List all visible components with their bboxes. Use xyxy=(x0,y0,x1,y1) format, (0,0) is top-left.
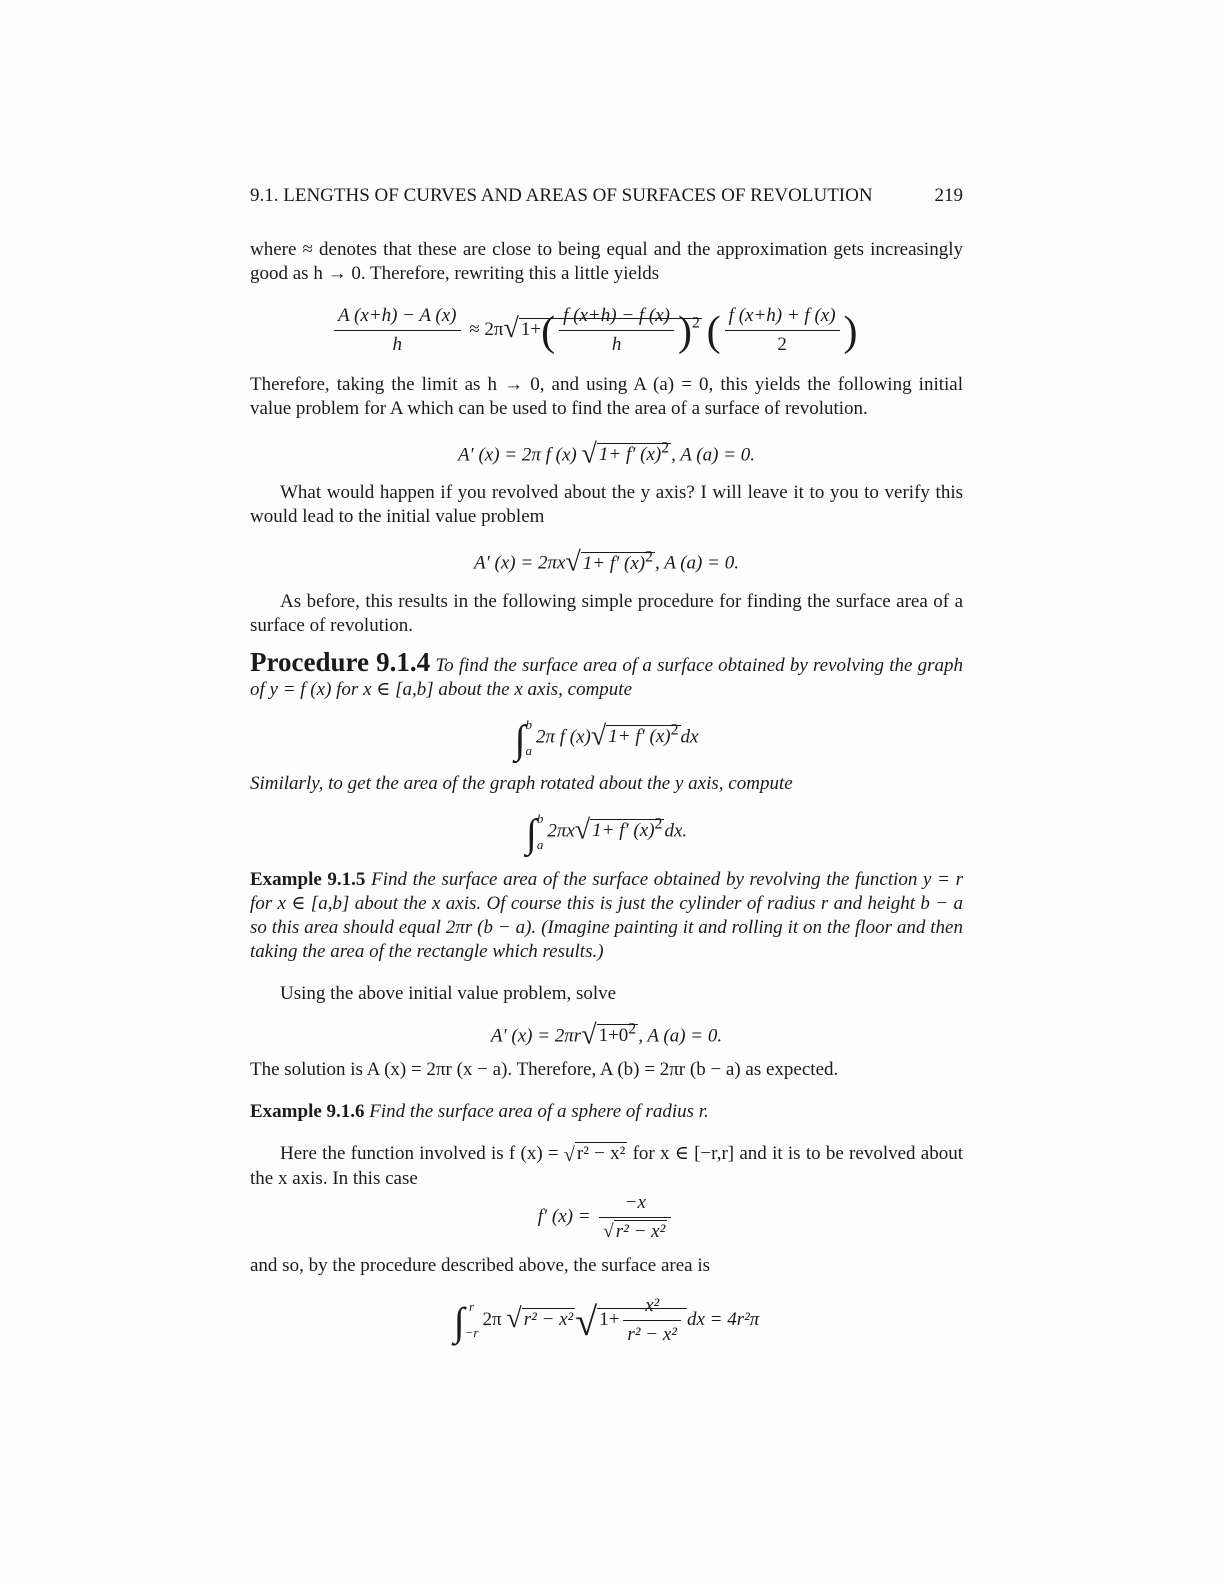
procedure xyxy=(250,646,964,702)
paragraph: What would happen if you revolved about the y axis? I will leave it to you to verify this would lead to the initial value problem xyxy=(250,482,963,528)
page-number: 219 xyxy=(934,185,963,206)
integral-1: ∫ b a 2π f (x)√ 1+ f′ $(x)^2$ dx xyxy=(514,716,699,762)
paragraph: As before, this results in the following simple procedure for finding the surface area of a surface of revolution. xyxy=(250,590,963,636)
derivative-equation: f′ (x) = $\frac{-x}{\text{√ r² − x²}}$ xyxy=(250,1191,963,1244)
paragraph: Therefore, taking the limit as h → 0, and using A (a) = 0, this yields the following initial value problem for A which can be used to find the area of a surface of revolution. xyxy=(250,374,963,419)
equation-1: $\frac{A (x+h) - A (x)}{h}$ ≈ 2π√ 1+( $\frac{f (x+h) - f (x)}{h}$ )$^2$ ( $\frac{f (x+h) + f (x)}{2}$ ) xyxy=(250,304,963,357)
integral-2: ∫ b a 2πx√ 1+ f′ $(x)^2$ dx. xyxy=(525,810,688,856)
equation-4: A′ (x) = 2πr√ $1+0^2$ , A (a) = 0. xyxy=(490,1018,723,1050)
example-title: Example 9.1.5 xyxy=(250,868,366,890)
procedure-text: To find the surface area of a surface obtained by revolving the graph of y = f (x) for x ∈ [a,b] about the x axis, compute xyxy=(250,654,964,700)
equation-2: A′ (x) = 2π f (x) √ 1+ f′ $(x)^2$ , A (a) = 0. xyxy=(457,438,756,470)
paragraph: where ≈ denotes that these are close to being equal and the approximation gets increasingly good as h → 0. Therefore, rewriting this a little yields xyxy=(250,239,963,284)
sphere-integral: ∫ r −r 2π √ r² − x²√ 1+ $\frac{\text{x²}}{\text{r² − x²}}$ dx = 4r²π xyxy=(453,1294,760,1345)
procedure-title: Procedure 9.1.4 xyxy=(250,646,431,677)
page xyxy=(250,184,963,1363)
paragraph: The solution is A (x) = 2πr (x − a). Therefore, A (b) = 2πr (b − a) as expected. xyxy=(250,1058,839,1080)
equation-3: A′ (x) = 2πx√ 1+ f′ $(x)^2$ , A (a) = 0. xyxy=(474,546,739,578)
section-title: 9.1. LENGTHS OF CURVES AND AREAS OF SURFACES OF REVOLUTION xyxy=(250,185,873,206)
running-header xyxy=(250,184,963,208)
paragraph: and so, by the procedure described above, the surface area is xyxy=(250,1254,711,1276)
procedure-text-2: Similarly, to get the area of the graph rotated about the y axis, compute xyxy=(250,772,793,794)
paragraph: Here the function involved is f (x) = √ r² − x² for x ∈ [−r,r] and it is to be revolved about the x axis. In this case xyxy=(250,1142,963,1189)
example-title: Example 9.1.6 xyxy=(250,1100,365,1122)
paragraph: Using the above initial value problem, solve xyxy=(280,982,617,1004)
example-9-1-6: Example 9.1.6 Find the surface area of a sphere of radius r. xyxy=(250,1100,709,1122)
example-9-1-5: Example 9.1.5 Find the surface area of the surface obtained by revolving the function y = r for x ∈ [a,b] about the x axis. Of course this is just the cylinder of radius r and height b − a so this area should equal 2πr (b − a). (Imagine painting it and rolling it on the floor and then taking the area of the rectangle which results.) xyxy=(250,868,963,962)
